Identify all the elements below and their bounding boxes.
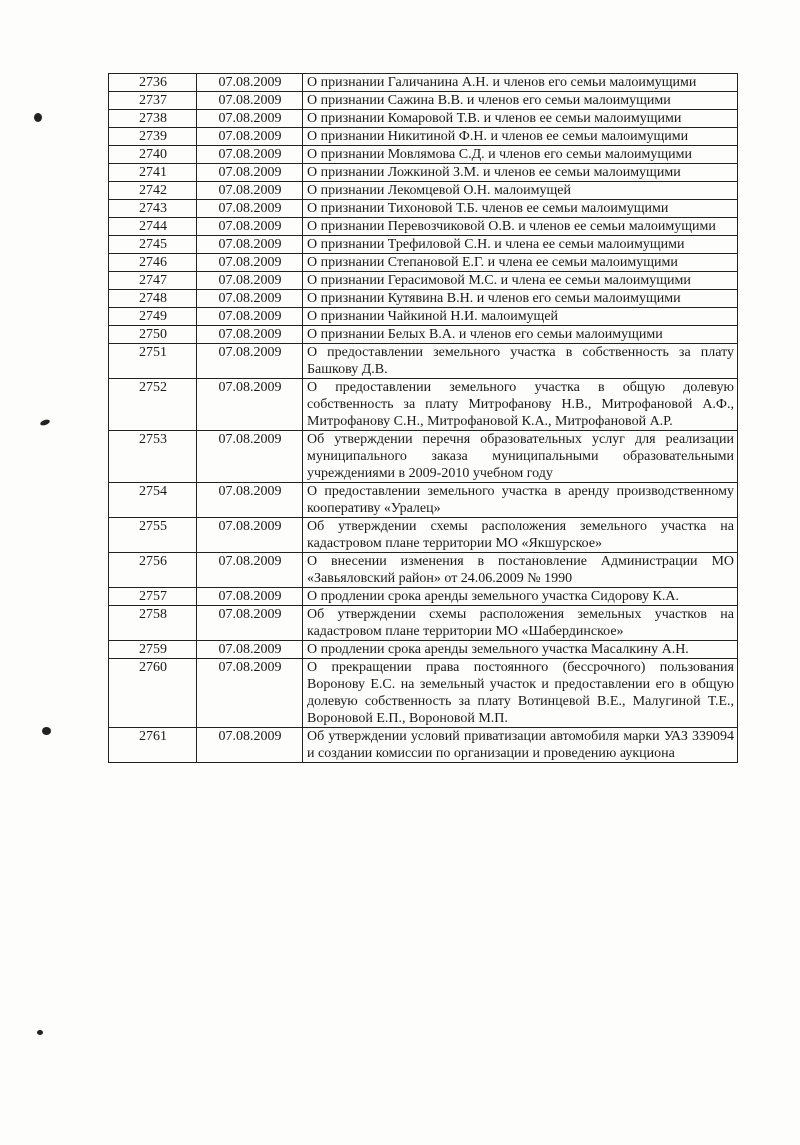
row-number: 2742 [109,182,197,200]
row-date: 07.08.2009 [197,200,303,218]
row-date: 07.08.2009 [197,92,303,110]
table-row [109,254,738,272]
row-number: 2753 [109,431,197,483]
row-number: 2739 [109,128,197,146]
row-date: 07.08.2009 [197,308,303,326]
row-date: 07.08.2009 [197,164,303,182]
table-row [109,588,738,606]
row-title: Об утверждении схемы расположения земельных участков на кадастровом плане территории МО «Шабердинское» [303,606,738,641]
row-date: 07.08.2009 [197,74,303,92]
row-date: 07.08.2009 [197,553,303,588]
row-date: 07.08.2009 [197,218,303,236]
table-row [109,641,738,659]
table-row [109,128,738,146]
scan-speck [37,1030,43,1035]
row-title: О предоставлении земельного участка в общую долевую собственность за плату Митрофанову Н.В., Митрофановой А.Ф., Митрофанову С.Н., Митрофановой К.А., Митрофановой А.Р. [303,379,738,431]
table-row [109,272,738,290]
row-date: 07.08.2009 [197,290,303,308]
row-number: 2747 [109,272,197,290]
row-number: 2736 [109,74,197,92]
table-row [109,431,738,483]
row-title: О признании Ложкиной З.М. и членов ее семьи малоимущими [303,164,738,182]
row-number: 2750 [109,326,197,344]
row-date: 07.08.2009 [197,728,303,763]
row-number: 2740 [109,146,197,164]
table-row [109,236,738,254]
table-row [109,290,738,308]
row-date: 07.08.2009 [197,182,303,200]
row-number: 2738 [109,110,197,128]
row-number: 2755 [109,518,197,553]
row-date: 07.08.2009 [197,236,303,254]
row-number: 2745 [109,236,197,254]
table-row [109,218,738,236]
row-title: Об утверждении схемы расположения земельного участка на кадастровом плане территории МО «Якшурское» [303,518,738,553]
row-number: 2746 [109,254,197,272]
row-number: 2760 [109,659,197,728]
table-row [109,164,738,182]
decree-registry-table [108,73,738,763]
row-number: 2761 [109,728,197,763]
row-number: 2752 [109,379,197,431]
row-title: О признании Никитиной Ф.Н. и членов ее семьи малоимущими [303,128,738,146]
row-number: 2759 [109,641,197,659]
row-title: О признании Лекомцевой О.Н. малоимущей [303,182,738,200]
row-title: Об утверждении условий приватизации автомобиля марки УАЗ 339094 и создании комиссии по организации и проведению аукциона [303,728,738,763]
row-title: О продлении срока аренды земельного участка Масалкину А.Н. [303,641,738,659]
row-title: О предоставлении земельного участка в аренду производственному кооперативу «Уралец» [303,483,738,518]
row-title: О признании Тихоновой Т.Б. членов ее семьи малоимущими [303,200,738,218]
table-row [109,74,738,92]
table-row [109,146,738,164]
row-title: О признании Галичанина А.Н. и членов его семьи малоимущими [303,74,738,92]
row-title: О предоставлении земельного участка в собственность за плату Башкову Д.В. [303,344,738,379]
row-number: 2737 [109,92,197,110]
row-date: 07.08.2009 [197,254,303,272]
row-title: Об утверждении перечня образовательных услуг для реализации муниципального заказа муниципальными образовательными учреждениями в 2009-2010 учебном году [303,431,738,483]
table-row [109,308,738,326]
row-date: 07.08.2009 [197,518,303,553]
row-number: 2741 [109,164,197,182]
table-row [109,200,738,218]
scan-speck [42,727,51,735]
table-row [109,483,738,518]
table-row [109,326,738,344]
table-row [109,110,738,128]
row-title: О внесении изменения в постановление Администрации МО «Завьяловский район» от 24.06.2009 № 1990 [303,553,738,588]
row-title: О признании Степановой Е.Г. и члена ее семьи малоимущими [303,254,738,272]
table-row [109,344,738,379]
row-date: 07.08.2009 [197,146,303,164]
row-title: О признании Мовлямова С.Д. и членов его семьи малоимущими [303,146,738,164]
row-number: 2757 [109,588,197,606]
table-row [109,553,738,588]
registry-body [109,74,738,763]
row-number: 2749 [109,308,197,326]
row-date: 07.08.2009 [197,431,303,483]
row-date: 07.08.2009 [197,606,303,641]
row-date: 07.08.2009 [197,659,303,728]
scan-speck [39,418,50,426]
row-title: О признании Кутявина В.Н. и членов его семьи малоимущими [303,290,738,308]
row-date: 07.08.2009 [197,379,303,431]
row-date: 07.08.2009 [197,588,303,606]
table-row [109,659,738,728]
row-number: 2744 [109,218,197,236]
row-number: 2751 [109,344,197,379]
row-date: 07.08.2009 [197,483,303,518]
row-date: 07.08.2009 [197,344,303,379]
row-date: 07.08.2009 [197,326,303,344]
row-number: 2748 [109,290,197,308]
row-title: О прекращении права постоянного (бессрочного) пользования Воронову Е.С. на земельный участок и предоставлении его в общую долевую собственность за плату Вотинцевой В.Е., Малугиной Т.Е., Вороновой Е.П., Вороновой М.П. [303,659,738,728]
row-number: 2756 [109,553,197,588]
row-title: О признании Сажина В.В. и членов его семьи малоимущими [303,92,738,110]
table-row [109,379,738,431]
row-date: 07.08.2009 [197,641,303,659]
row-number: 2743 [109,200,197,218]
row-number: 2754 [109,483,197,518]
row-title: О признании Чайкиной Н.И. малоимущей [303,308,738,326]
table-row [109,728,738,763]
row-title: О признании Трефиловой С.Н. и члена ее семьи малоимущими [303,236,738,254]
row-title: О признании Герасимовой М.С. и члена ее семьи малоимущими [303,272,738,290]
row-title: О признании Белых В.А. и членов его семьи малоимущими [303,326,738,344]
scan-speck [34,113,42,122]
table-row [109,606,738,641]
row-date: 07.08.2009 [197,128,303,146]
table-row [109,182,738,200]
table-row [109,518,738,553]
row-title: О продлении срока аренды земельного участка Сидорову К.А. [303,588,738,606]
row-title: О признании Комаровой Т.В. и членов ее семьи малоимущими [303,110,738,128]
row-date: 07.08.2009 [197,110,303,128]
row-date: 07.08.2009 [197,272,303,290]
row-number: 2758 [109,606,197,641]
table-row [109,92,738,110]
row-title: О признании Перевозчиковой О.В. и членов ее семьи малоимущими [303,218,738,236]
